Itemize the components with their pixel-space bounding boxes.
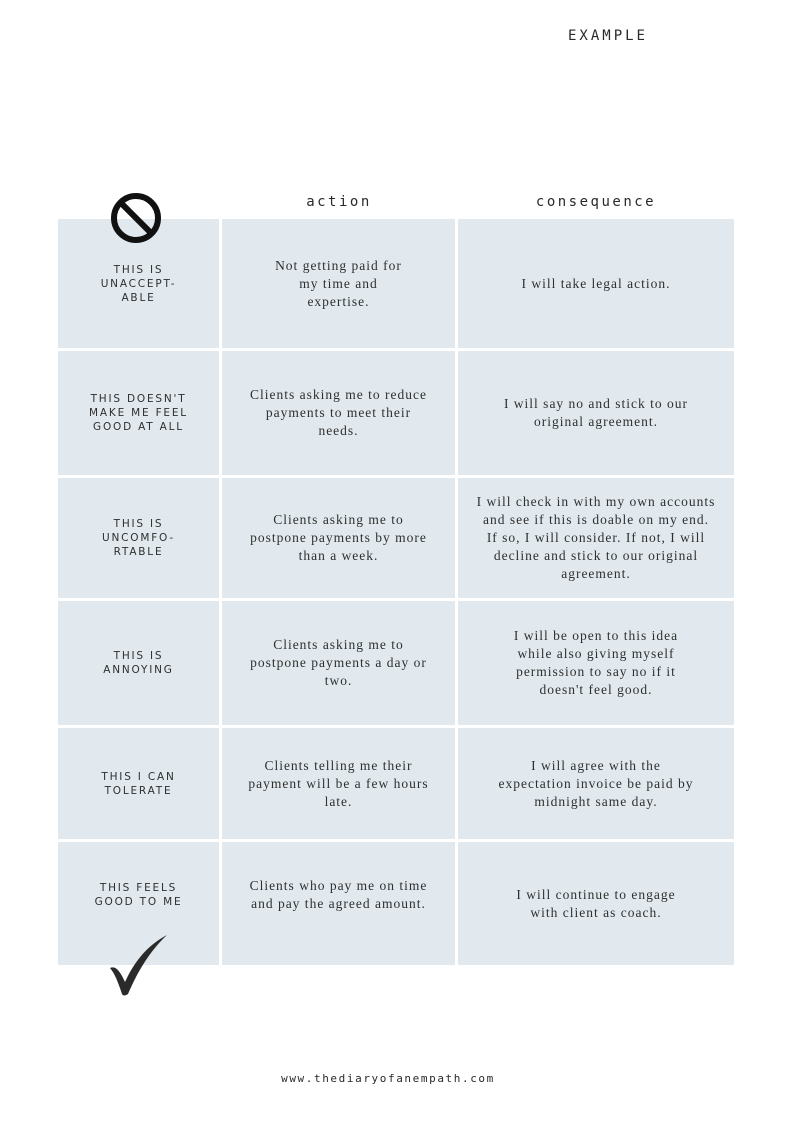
row-5-consequence: I will agree with the expectation invoice be paid by midnight same day.: [498, 757, 694, 809]
page-heading: EXAMPLE: [567, 28, 648, 44]
row-5-level: THIS I CAN TOLERATE: [101, 770, 176, 797]
column-header-consequence: consequence: [535, 194, 657, 210]
footer-website: www.thediaryofanempath.com: [281, 1072, 495, 1085]
row-6-action-cell: [222, 842, 455, 965]
row-4-consequence-cell: [458, 601, 734, 725]
row-2-action-cell: [222, 351, 455, 475]
row-4-level: THIS IS ANNOYING: [103, 650, 174, 676]
row-2-level: THIS DOESN'T MAKE ME FEEL GOOD AT ALL: [89, 393, 188, 433]
row-3-consequence-cell: [458, 478, 734, 598]
row-4-level-cell: [58, 601, 219, 725]
row-5-action: Clients telling me their payment will be a few hours late.: [248, 757, 429, 809]
row-3-level: THIS IS UNCOMFO- RTABLE: [102, 518, 175, 558]
row-3-level-cell: [58, 478, 219, 598]
row-4-action-cell: [222, 601, 455, 725]
row-1-action: Not getting paid for my time and expertise.: [275, 257, 402, 309]
row-4-consequence: I will be open to this idea while also giving myself permission to say no if it doesn't feel good.: [513, 628, 679, 697]
row-2-level-cell: [58, 351, 219, 475]
row-6-action: Clients who pay me on time and pay the agreed amount.: [249, 877, 428, 911]
row-1-consequence-cell: [458, 219, 734, 348]
row-4-action: Clients asking me to postpone payments a day or two.: [250, 637, 427, 688]
row-6-level: THIS FEELS GOOD TO ME: [94, 881, 183, 908]
row-3-action-cell: [222, 478, 455, 598]
row-2-consequence-cell: [458, 351, 734, 475]
row-5-level-cell: [58, 728, 219, 839]
row-1-action-cell: [222, 219, 455, 348]
row-3-action: Clients asking me to postpone payments by more than a week.: [250, 512, 427, 563]
row-2-action: Clients asking me to reduce payments to meet their needs.: [250, 387, 427, 438]
checkmark-icon: [106, 932, 170, 998]
row-6-consequence-cell: [458, 842, 734, 965]
column-header-action: action: [306, 194, 372, 210]
row-1-level: THIS IS UNACCEPT- ABLE: [100, 263, 177, 304]
row-3-consequence: I will check in with my own accounts and see if this is doable on my end. If so, I will consider. If not, I will decline and stick to our original agreement.: [476, 494, 716, 581]
row-5-consequence-cell: [458, 728, 734, 839]
row-6-consequence: I will continue to engage with client as coach.: [516, 886, 676, 920]
row-1-consequence: I will take legal action.: [521, 275, 671, 291]
row-2-consequence: I will say no and stick to our original agreement.: [503, 396, 689, 429]
prohibited-icon: [110, 192, 162, 244]
row-5-action-cell: [222, 728, 455, 839]
